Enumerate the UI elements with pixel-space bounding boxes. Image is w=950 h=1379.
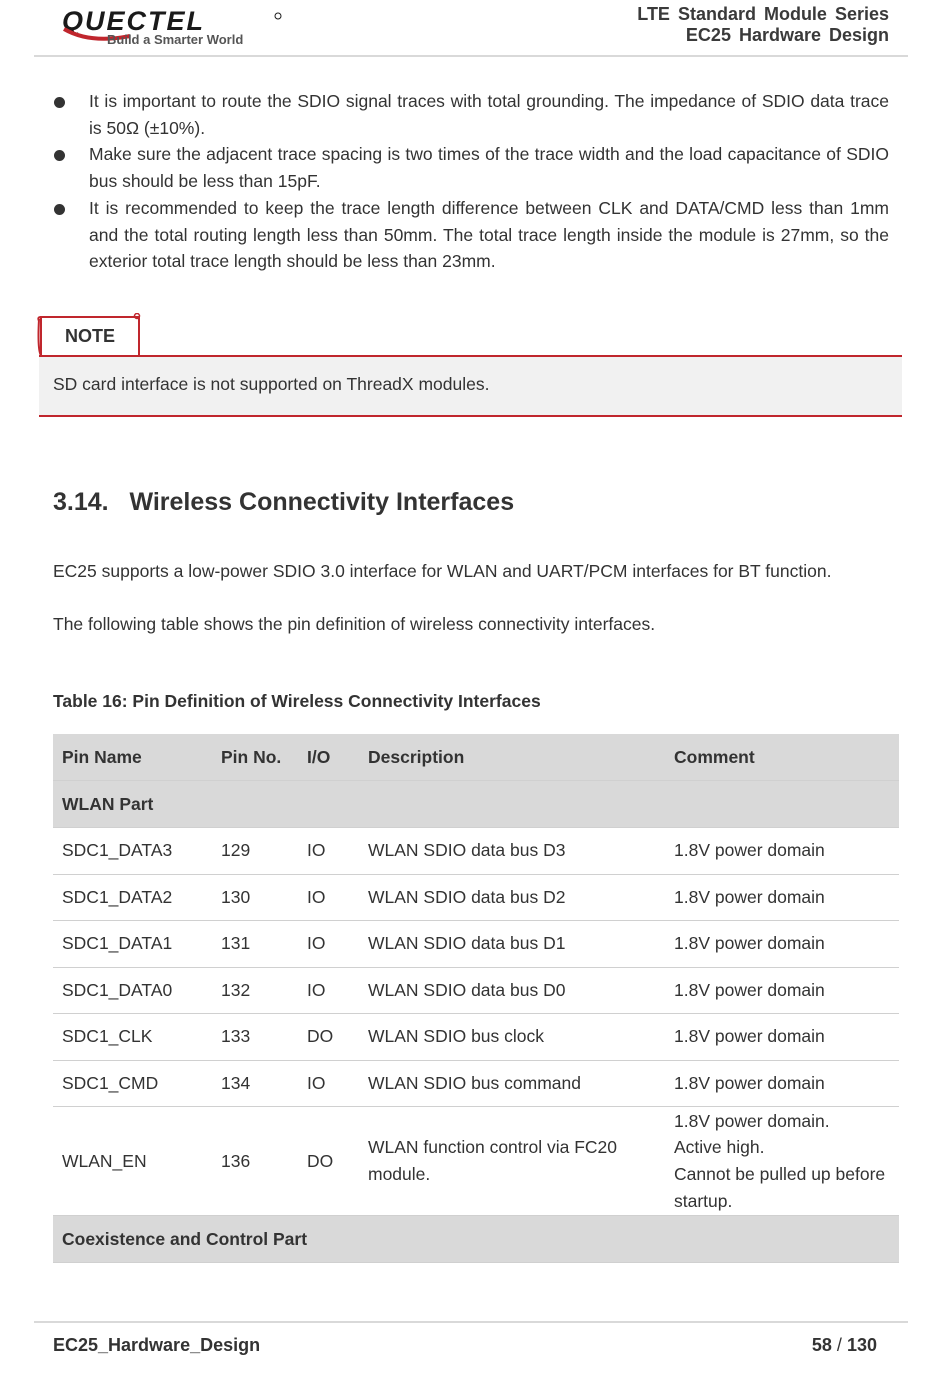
table-header-row (53, 734, 899, 781)
svg-text:QUECTEL: QUECTEL (62, 8, 206, 36)
column-header: I/O (298, 734, 359, 781)
comment-line: Cannot be pulled up before startup. (674, 1164, 886, 1211)
pin-name-cell: WLAN_EN (53, 1107, 212, 1216)
header-doc-info (637, 4, 889, 46)
column-header: Pin No. (212, 734, 298, 781)
io-cell: IO (298, 967, 359, 1014)
table-group-row (53, 781, 899, 828)
table-group-row (53, 1216, 899, 1263)
pin-number-cell: 129 (212, 828, 298, 875)
pin-number-cell: 130 (212, 874, 298, 921)
list-item-text: It is important to route the SDIO signal traces with total grounding. The impedance of SDIO data trace is 50Ω (±10%). (89, 91, 889, 138)
footer-divider (34, 1321, 908, 1323)
page-separator: / (836, 1335, 842, 1355)
io-cell: IO (298, 921, 359, 968)
column-header: Description (359, 734, 665, 781)
comment-cell (665, 1107, 899, 1216)
pin-number-cell: 131 (212, 921, 298, 968)
page-number (812, 1335, 877, 1356)
comment-cell: 1.8V power domain (665, 874, 899, 921)
comment-cell: 1.8V power domain (665, 1014, 899, 1061)
description-cell: WLAN SDIO data bus D0 (359, 967, 665, 1014)
description-cell: WLAN function control via FC20 module. (359, 1107, 665, 1216)
table-row (53, 967, 899, 1014)
pin-definition-table (53, 734, 899, 1263)
section-heading (53, 488, 514, 517)
bullet-icon (54, 150, 65, 161)
note-label: NOTE (65, 326, 116, 346)
svg-text:Build a Smarter World: Build a Smarter World (107, 32, 244, 47)
document-title: EC25 Hardware Design (685, 25, 889, 45)
section-number: 3.14. (53, 488, 109, 516)
list-item-text: Make sure the adjacent trace spacing is two times of the trace width and the load capacitance of SDIO bus should be less than 15pF. (89, 144, 889, 192)
section-title: Wireless Connectivity Interfaces (129, 488, 515, 516)
io-cell: DO (298, 1107, 359, 1216)
column-header: Pin Name (53, 734, 212, 781)
io-cell: DO (298, 1014, 359, 1061)
pin-number-cell: 136 (212, 1107, 298, 1216)
comment-cell: 1.8V power domain (665, 828, 899, 875)
pin-number-cell: 133 (212, 1014, 298, 1061)
series-name: LTE Standard Module Series (637, 4, 889, 24)
pin-name-cell: SDC1_DATA1 (53, 921, 212, 968)
group-label: Coexistence and Control Part (53, 1216, 899, 1263)
header-divider (34, 55, 908, 57)
quectel-logo (60, 8, 290, 48)
section-paragraph-2: The following table shows the pin definition of wireless connectivity interfaces. (53, 614, 656, 634)
table-row (53, 1060, 899, 1107)
note-box (39, 355, 902, 417)
description-cell: WLAN SDIO data bus D3 (359, 828, 665, 875)
page-current: 58 (811, 1335, 832, 1355)
comment-cell: 1.8V power domain (665, 967, 899, 1014)
page-total: 130 (846, 1335, 877, 1355)
design-guideline-list (53, 88, 889, 275)
comment-cell: 1.8V power domain (665, 1060, 899, 1107)
table-row (53, 921, 899, 968)
pin-name-cell: SDC1_CLK (53, 1014, 212, 1061)
description-cell: WLAN SDIO bus command (359, 1060, 665, 1107)
comment-line: Active high. (674, 1137, 765, 1158)
note-text: SD card interface is not supported on ThreadX modules. (53, 374, 490, 394)
table-row (53, 828, 899, 875)
list-item-text: It is recommended to keep the trace length difference between CLK and DATA/CMD less than 1mm and the total routing length less than 50mm. The total trace length inside the module is 27mm, so the exterior total trace length should be less than 23mm. (89, 197, 889, 272)
comment-cell: 1.8V power domain (665, 921, 899, 968)
description-cell: WLAN SDIO bus clock (359, 1014, 665, 1061)
list-item (53, 195, 889, 275)
column-header: Comment (665, 734, 899, 781)
bullet-icon (54, 97, 65, 108)
table-row (53, 874, 899, 921)
comment-line: 1.8V power domain. (674, 1110, 830, 1131)
pin-number-cell: 132 (212, 967, 298, 1014)
pin-name-cell: SDC1_DATA2 (53, 874, 212, 921)
group-label: WLAN Part (53, 781, 899, 828)
pin-name-cell: SDC1_CMD (53, 1060, 212, 1107)
footer-doc-name: EC25_Hardware_Design (53, 1335, 261, 1355)
table-row (53, 1107, 899, 1216)
list-item (53, 141, 889, 194)
io-cell: IO (298, 828, 359, 875)
io-cell: IO (298, 874, 359, 921)
pin-name-cell: SDC1_DATA3 (53, 828, 212, 875)
description-cell: WLAN SDIO data bus D2 (359, 874, 665, 921)
table-caption: Table 16: Pin Definition of Wireless Connectivity Interfaces (53, 691, 541, 711)
list-item (53, 88, 889, 141)
pin-name-cell: SDC1_DATA0 (53, 967, 212, 1014)
io-cell: IO (298, 1060, 359, 1107)
table-row (53, 1014, 899, 1061)
section-paragraph-1: EC25 supports a low-power SDIO 3.0 interface for WLAN and UART/PCM interfaces for BT function. (53, 561, 832, 581)
description-cell: WLAN SDIO data bus D1 (359, 921, 665, 968)
bullet-icon (54, 204, 65, 215)
pin-number-cell: 134 (212, 1060, 298, 1107)
